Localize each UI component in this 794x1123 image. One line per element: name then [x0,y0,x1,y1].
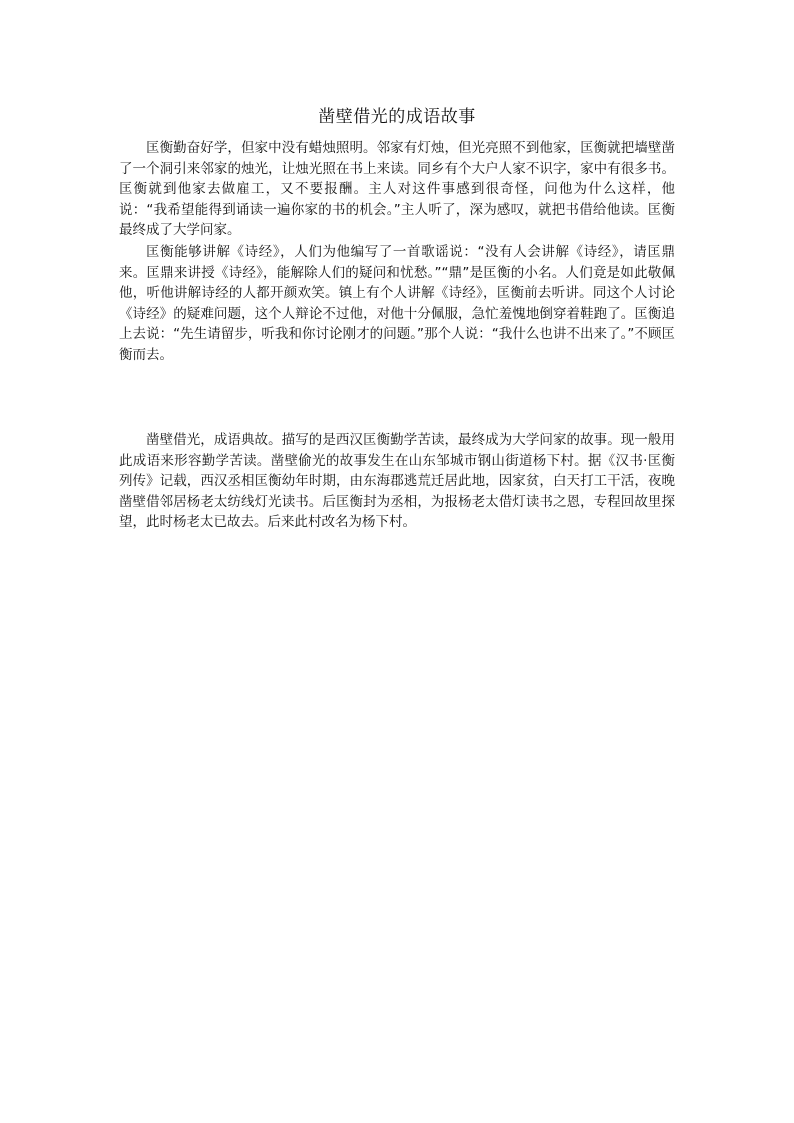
document-title: 凿壁借光的成语故事 [318,107,476,127]
paragraph-story-1: 匡衡勤奋好学，但家中没有蜡烛照明。邻家有灯烛，但光亮照不到他家，匡衡就把墙壁凿了一个洞引来邻家的烛光，让烛光照在书上来读。同乡有个大户人家不识字，家中有很多书。匡衡就到他家去做雇工，又不要报酬。主人对这件事感到很奇怪，问他为什么这样，他说：“我希望能得到诵读一遍你家的书的机会。”主人听了，深为感叹，就把书借给他读。匡衡最终成了大学问家。 [119,140,675,239]
paragraph-story-2: 匡衡能够讲解《诗经》，人们为他编写了一首歌谣说：“没有人会讲解《诗经》，请匡鼎来。匡鼎来讲授《诗经》，能解除人们的疑问和忧愁。”“鼎”是匡衡的小名。人们竟是如此敬佩他，听他讲解诗经的人都开颜欢笑。镇上有个人讲解《诗经》，匡衡前去听讲。同这个人讨论《诗经》的疑难问题，这个人辩论不过他，对他十分佩服，急忙羞愧地倒穿着鞋跑了。匡衡追上去说：“先生请留步，听我和你讨论刚才的问题。”那个人说：“我什么也讲不出来了。”不顾匡衡而去。 [119,244,675,363]
paragraph-idiom-origin: 凿壁借光，成语典故。描写的是西汉匡衡勤学苦读，最终成为大学问家的故事。现一般用此成语来形容勤学苦读。凿壁偷光的故事发生在山东邹城市钢山街道杨下村。据《汉书·匡衡列传》记载，西汉丞相匡衡幼年时期，由东海郡逃荒迁居此地，因家贫，白天打工干活，夜晚凿壁借邻居杨老太纺线灯光读书。后匡衡封为丞相，为报杨老太借灯读书之恩，专程回故里探望，此时杨老太已故去。后来此村改名为杨下村。 [119,432,675,531]
